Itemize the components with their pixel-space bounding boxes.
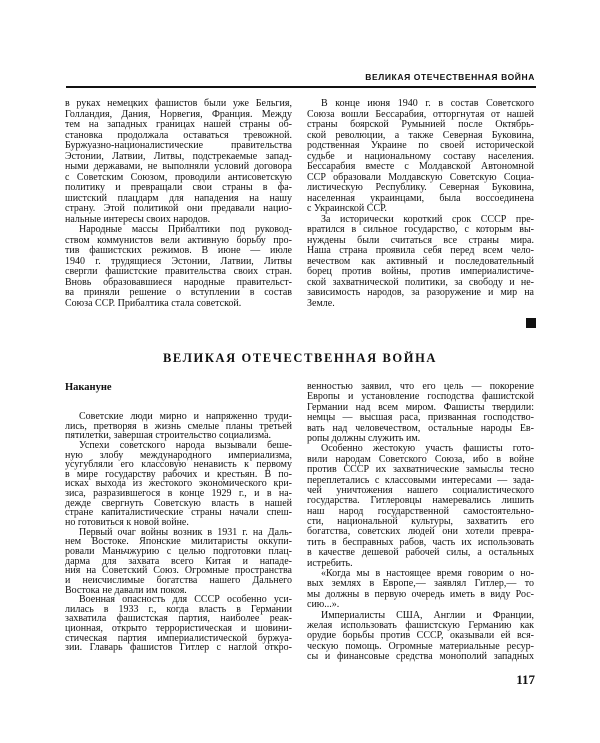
text-line: свергли фашистские правительства своих стран. (65, 266, 292, 277)
paragraph (65, 225, 292, 309)
text-line: зии. Главарь фашистов Гитлер с наглой откро- (65, 642, 292, 654)
text-line: Эстонии, Латвии, Литвы, подстрекаемые запад- (65, 150, 292, 162)
text-line: венностью заявил, что его цель — покорение (307, 381, 534, 392)
text-line: Земле. (307, 297, 335, 309)
text-line: вать над человечеством, остальные народы Ев- (307, 422, 534, 434)
text-line: Буржуазно-националистические правительства (65, 140, 292, 151)
text-line: тем на западных границах нашей страны об- (65, 119, 292, 130)
text-line: Союза ССР. Прибалтика стала советской. (65, 297, 242, 309)
text-line: дежде свергнуть Советскую власть в нашей (65, 497, 292, 509)
text-line: тив фашистских режимов. В июне — июле (65, 245, 292, 256)
text-line: истребить. (307, 557, 353, 569)
text-line: с Украинской ССР. (307, 203, 387, 214)
text-line: борец против войны, против империалистиче- (307, 266, 534, 277)
text-line: нуждены были считаться все страны мира. (307, 234, 534, 246)
column-bottom-right (307, 382, 534, 663)
column-top-left (65, 99, 292, 309)
section-title: ВЕЛИКАЯ ОТЕЧЕСТВЕННАЯ ВОЙНА (162, 351, 438, 365)
column-top-right (307, 99, 534, 309)
text-line: страну. Этой политикой они предавали нацио- (65, 203, 292, 214)
text-line: стране капиталистические страны начали спеш- (65, 507, 292, 519)
header-rule (66, 86, 536, 88)
text-line: с Советским Союзом, проводили антисоветскую (65, 171, 292, 183)
text-line: Европы и установление господства фашистской (307, 391, 534, 403)
text-line: сию...». (307, 599, 340, 611)
paragraph (307, 611, 534, 663)
paragraph (65, 441, 292, 528)
text-line: немцы — высшая раса, призванная господство- (307, 412, 534, 424)
text-line: исках выхода из жестокого экономического кри- (65, 478, 292, 490)
text-line: желая использовать фашистскую Германию как (307, 619, 534, 631)
paragraph (307, 444, 534, 569)
paragraph (307, 569, 534, 611)
text-line: против СССР их захватнические замыслы тесно (307, 464, 534, 476)
text-line: но готовиться к новой войне. (65, 517, 189, 529)
text-line: стическая партия империалистической буржуа- (65, 632, 292, 644)
page-number: 117 (516, 672, 535, 687)
paragraph (307, 382, 534, 444)
text-line: в мире государству рабочих и крестьян. В по- (65, 468, 292, 480)
text-line: дарма для захвата всего Китая и нападе- (65, 555, 292, 567)
text-line: ную злобу международного империализма, (65, 449, 292, 461)
text-line: переплетались с классовыми интересами — зада- (307, 474, 534, 486)
text-line: Первый очаг войны возник в 1931 г. на Даль- (79, 526, 292, 538)
text-line: ческую помощь. Огромные материальные ресур- (307, 640, 534, 652)
text-line: ными державами, не выполняли условий договора (65, 161, 292, 172)
text-line: Особенно жестокую участь фашисты гото- (321, 443, 534, 455)
text-line: вили народам Советского Союза, ибо в войне (307, 453, 534, 465)
text-line: мы должны в первую очередь иметь в виду Рос- (307, 588, 534, 600)
text-line: В конце июня 1940 г. в состав Советского (321, 98, 534, 109)
text-line: шистский плацдарм для нападения на нашу (65, 192, 292, 204)
text-line: лилась в 1933 г., когда власть в Германии (65, 603, 292, 615)
text-line: усугубляли его классовую ненависть к первому (65, 459, 292, 471)
text-line: листическую Республику. Северная Буковина, (307, 182, 534, 193)
text-line: Бессарабия вместе с Молдавской Автономной (307, 161, 534, 172)
subheading: Накануне (65, 382, 112, 393)
text-line: Империалисты США, Англии и Франции, (321, 609, 534, 621)
text-line: Германии над всем миром. Фашисты твердили: (307, 401, 534, 413)
text-line: населенная украинцами, была воссоединена (307, 192, 534, 204)
text-line: ропы должны служить им. (307, 432, 421, 444)
paragraph (307, 215, 534, 310)
text-line: Советские люди мирно и напряженно труди- (79, 411, 292, 422)
text-line: наш народ государственной самостоятельно- (307, 505, 534, 517)
text-line: Вновь образовавшиеся народные правительст- (65, 276, 292, 288)
text-line: захватила фашистская партия, наиболее реак- (65, 613, 292, 625)
section-end-mark (526, 318, 536, 328)
text-line: Востока не давали им покоя. (65, 584, 187, 596)
text-line: государства. Гитлеровцы намеревались лишить (307, 495, 534, 507)
paragraph (307, 99, 534, 215)
text-line: становка продолжала оставаться тревожной. (65, 129, 292, 141)
text-line: зависимость народов, за разоружение и мир на (307, 287, 534, 298)
paragraph (65, 595, 292, 653)
text-line: ния на Советский Союз. Огромные пространства (65, 565, 292, 577)
text-line: вечеством как активный и последовательный (307, 255, 534, 267)
text-line: нальные интересы своих народов. (65, 213, 211, 225)
text-line: нем Востоке. Японские милитаристы оккупи- (65, 536, 292, 548)
text-line: тить в бесправных рабов, часть их использовать (307, 536, 534, 548)
text-line: родственная Украине по своей исторической (307, 140, 534, 151)
text-line: ССР образовали Молдавскую Советскую Социа- (307, 171, 534, 183)
text-line: пятилетки, завершая строительство социализма. (65, 430, 272, 442)
text-line: в руках немецких фашистов были уже Бельгия, (65, 98, 292, 109)
text-line: Голландия, Дания, Норвегия, Франция. Между (65, 108, 292, 120)
text-line: вратился в сильное государство, с которым вы- (307, 224, 534, 235)
text-line: политику и превращали свои страны в фа- (65, 182, 292, 193)
text-line: «Когда мы в настоящее время говорим о но- (321, 568, 534, 580)
text-line: орудие борьбы против СССР, оказывали ей вся- (307, 630, 534, 642)
paragraph (65, 528, 292, 595)
running-head: ВЕЛИКАЯ ОТЕЧЕСТВЕННАЯ ВОЙНА (365, 72, 535, 82)
text-line: богатства, советских людей они хотели превра- (307, 526, 534, 538)
text-line: За исторически короткий срок СССР пре- (321, 213, 534, 225)
text-line: и неисчислимые богатства нашего Дальнего (65, 574, 292, 586)
paragraph (65, 99, 292, 225)
text-line: страны боярской Румынией после Октябрь- (307, 119, 534, 130)
text-line: сти, национальной культуры, захватить его (307, 516, 534, 528)
text-line: Союза вошли Бессарабия, отторгнутая от нашей (307, 108, 534, 120)
text-line: зиса, разразившегося в конце 1929 г., и в на- (65, 488, 292, 500)
text-line: Успехи советского народа вызывали беше- (79, 439, 292, 451)
text-line: лись, претворяя в жизнь смелые планы третьей (65, 420, 292, 432)
text-line: судьбе и национальному составу населения. (307, 150, 534, 162)
text-line: ва приняли решение о вступлении в состав (65, 287, 292, 298)
text-line: ровали Маньчжурию с целью подготовки плац- (65, 545, 292, 557)
text-line: ционная, открыто террористическая и шовини- (65, 623, 292, 635)
text-line: ской революции, а также Северная Буковина, (307, 129, 534, 141)
column-bottom-left (65, 412, 292, 653)
text-line: Военная опасность для СССР особенно уси- (79, 594, 292, 606)
text-line: вых землях в Европе,— заявлял Гитлер,— то (307, 578, 534, 590)
text-line: сы и финансовые средства монополий западных (307, 651, 534, 663)
text-line: Народные массы Прибалтики под руковод- (79, 224, 292, 235)
text-line: ской захватнической политики, за свободу и не- (307, 276, 534, 288)
text-line: 1940 г. трудящиеся Эстонии, Латвии, Литвы (65, 255, 292, 267)
text-line: чей уничтожения нашего социалистического (307, 484, 534, 496)
text-line: ством коммунистов вели активную борьбу про- (65, 234, 292, 246)
text-line: Наша страна проявила себя перед всем чело- (307, 245, 534, 256)
text-line: в качестве дешевой рабочей силы, а остальных (307, 547, 534, 559)
paragraph (65, 412, 292, 441)
